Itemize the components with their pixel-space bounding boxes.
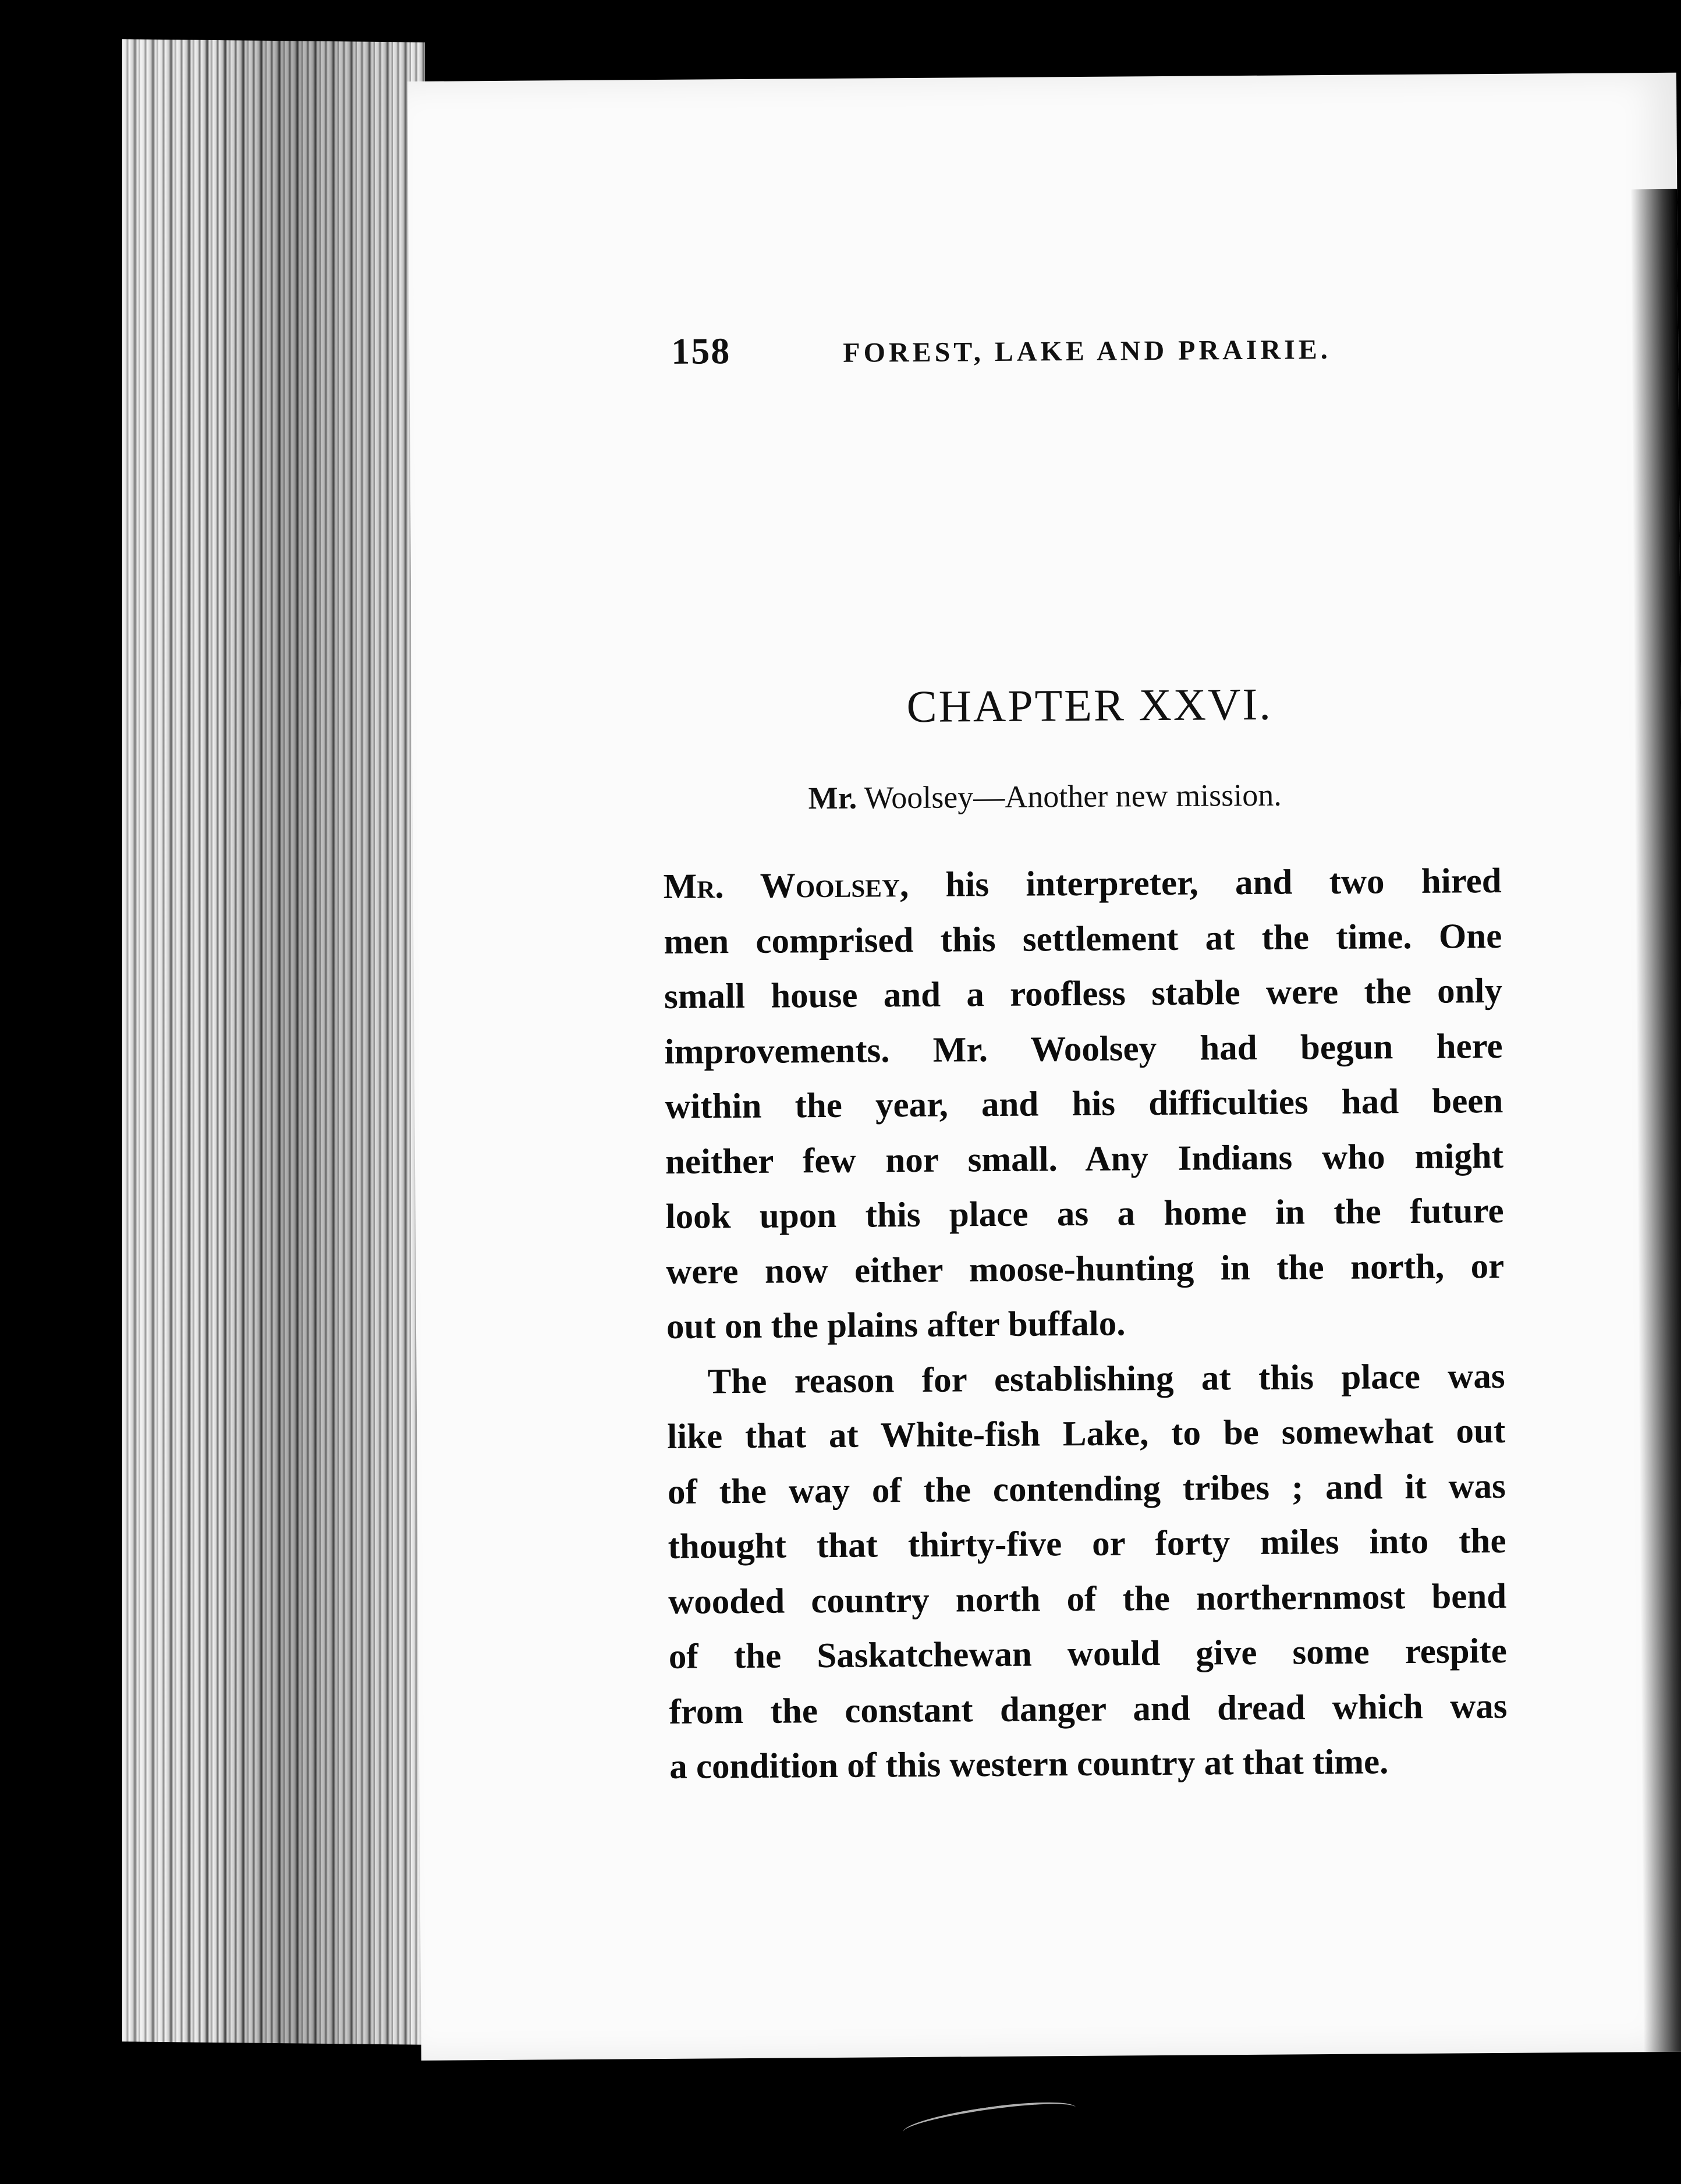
- text-line: out on the plains after buffalo.: [666, 1304, 1126, 1346]
- page-sheet: [407, 73, 1681, 2061]
- chapter-subtitle: [808, 776, 1448, 817]
- paragraph-2: [666, 1349, 1508, 1795]
- text-line: from the constant danger and dread which was: [669, 1686, 1508, 1732]
- text-line: of the way of the contending tribes ; and it was: [667, 1466, 1506, 1512]
- page-gutter-shadow: [1630, 189, 1681, 2052]
- text-line: men comprised this settlement at the time. One: [664, 916, 1502, 962]
- running-title: FOREST, LAKE AND PRAIRIE.: [843, 334, 1331, 368]
- text-line: of the Saskatchewan would give some respite: [668, 1631, 1508, 1676]
- book-fore-edge: [122, 39, 425, 2044]
- chapter-title: CHAPTER XXVI.: [906, 678, 1273, 732]
- scan-artifact: [901, 2095, 1077, 2144]
- opening-name: Mr. Woolsey,: [663, 866, 909, 906]
- text-line: wooded country north of the northernmost bend: [668, 1576, 1507, 1622]
- body-text: [663, 854, 1508, 1795]
- line-continuation: his interpreter, and two hired: [945, 861, 1502, 905]
- text-line: like that at White-fish Lake, to be somewhat out: [667, 1411, 1506, 1456]
- text-line: The reason for establishing at this place was: [707, 1356, 1505, 1401]
- text-line: thought that thirty-five or forty miles into the: [668, 1521, 1506, 1566]
- chapter-subtitle-prefix: Mr.: [808, 780, 857, 816]
- running-header: [671, 324, 1487, 400]
- text-line: improvements. Mr. Woolsey had begun here: [664, 1026, 1503, 1072]
- page-number: 158: [671, 330, 731, 372]
- text-line: small house and a roofless stable were the only: [664, 971, 1503, 1016]
- text-line: neither few nor small. Any Indians who might: [665, 1136, 1504, 1182]
- text-line: [663, 854, 1502, 915]
- text-line: within the year, and his difficulties had been: [665, 1081, 1503, 1126]
- text-line: were now either moose-hunting in the north, or: [666, 1246, 1505, 1292]
- chapter-subtitle-text: Woolsey—Another new mission.: [864, 777, 1282, 816]
- text-line: a condition of this western country at that time.: [669, 1742, 1389, 1786]
- text-line: look upon this place as a home in the future: [665, 1191, 1504, 1236]
- paragraph-1: [663, 854, 1505, 1355]
